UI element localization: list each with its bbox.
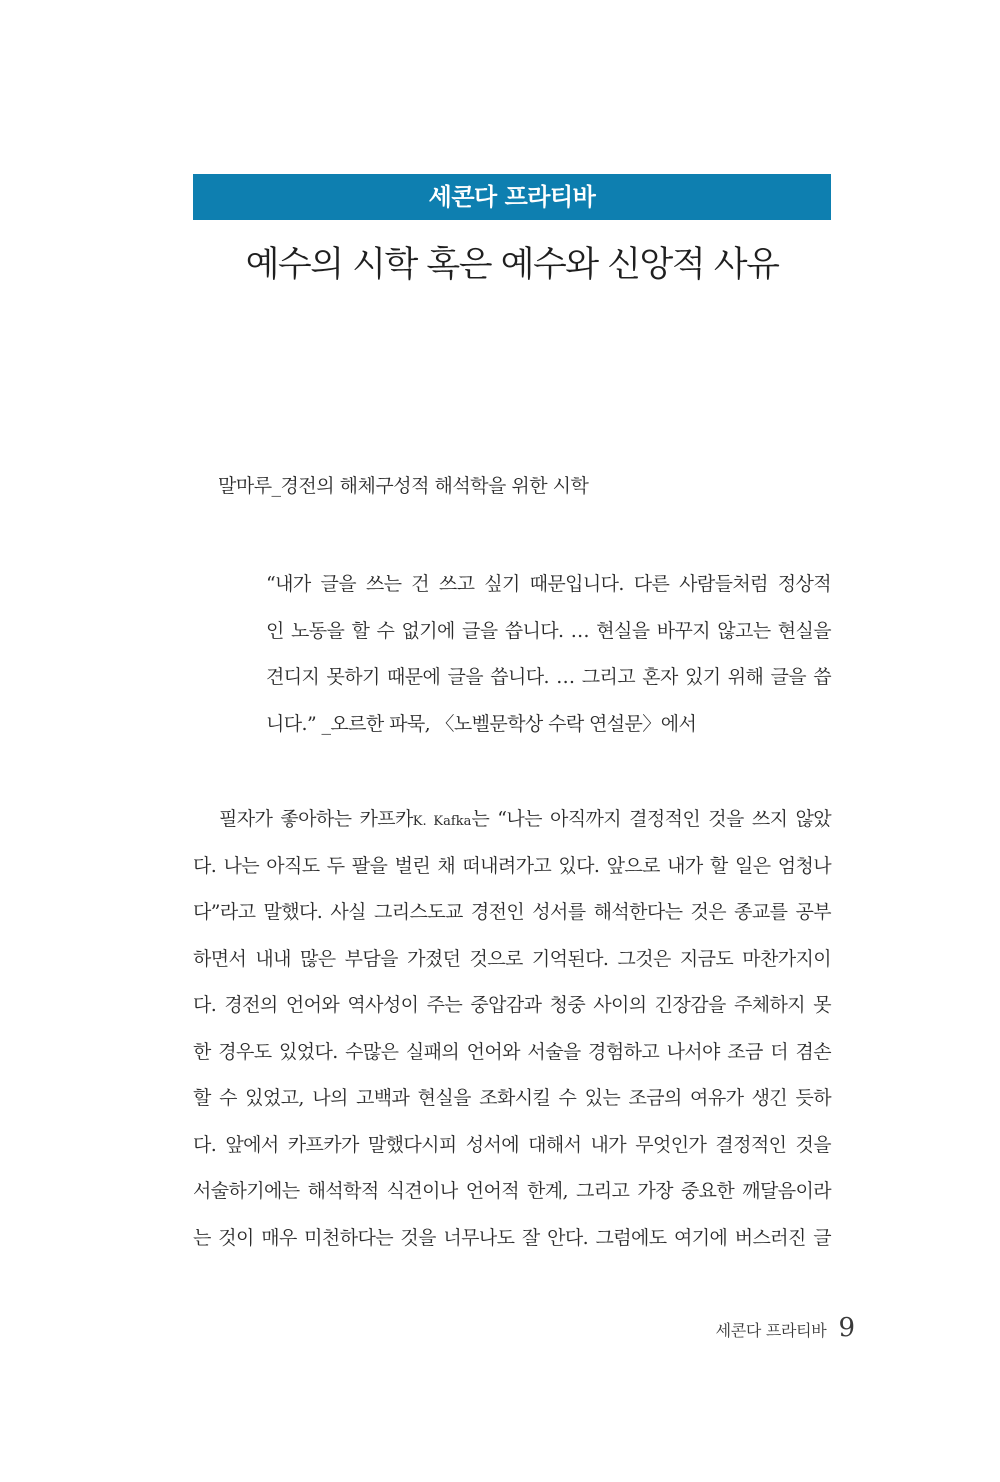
chapter-subtitle: 말마루_경전의 해체구성적 해석학을 위한 시학 (218, 475, 589, 497)
body-paragraph (193, 796, 831, 1261)
body-text-run: 필자가 좋아하는 카프카 (219, 808, 413, 830)
body-text-run: 는 “나는 아직까지 결정적인 것을 쓰지 않았 (471, 808, 831, 830)
quote-line: 견디지 못하기 때문에 글을 씁니다. … 그리고 혼자 있기 위해 글을 씁 (266, 666, 831, 688)
epigraph-quote (266, 561, 831, 747)
foreign-gloss: K. Kafka (412, 814, 472, 829)
quote-line: “내가 글을 쓰는 건 쓰고 싶기 때문입니다. 다른 사람들처럼 정상적 (266, 573, 831, 595)
chapter-title: 예수의 시학 혹은 예수와 신앙적 사유 (245, 245, 779, 285)
body-line: 서술하기에는 해석학적 식견이나 언어적 한계, 그리고 가장 중요한 깨달음이라 (193, 1180, 831, 1202)
body-line: 하면서 내내 많은 부담을 가졌던 것으로 기억된다. 그것은 지금도 마찬가지이 (193, 947, 831, 970)
body-line: 다”라고 말했다. 사실 그리스도교 경전인 성서를 해석한다는 것은 종교를 공부 (193, 901, 831, 923)
body-line: 다. 나는 아직도 두 팔을 벌린 채 떠내려가고 있다. 앞으로 내가 할 일은 엄청나 (193, 854, 831, 877)
page-number: 9 (838, 1313, 855, 1343)
body-line: 한 경우도 있었다. 수많은 실패의 언어와 서술을 경험하고 나서야 조금 더 겸손 (193, 1040, 831, 1063)
page-footer (716, 1313, 855, 1349)
quote-line: 인 노동을 할 수 없기에 글을 씁니다. … 현실을 바꾸지 않고는 현실을 (266, 619, 831, 642)
body-line: 는 것이 매우 미천하다는 것을 너무나도 잘 안다. 그럼에도 여기에 버스러진 글 (193, 1226, 831, 1249)
body-line-first (193, 796, 831, 843)
body-line: 다. 앞에서 카프카가 말했다시피 성서에 대해서 내가 무엇인가 결정적인 것을 (193, 1133, 831, 1156)
quote-line: 니다.” _오르한 파묵, 〈노벨문학상 수락 연설문〉에서 (266, 712, 697, 735)
body-line: 다. 경전의 언어와 역사성이 주는 중압감과 청중 사이의 긴장감을 주체하지 못 (193, 994, 831, 1016)
section-banner: 세콘다 프라티바 (193, 174, 831, 220)
running-footer-title: 세콘다 프라티바 (715, 1321, 827, 1340)
body-line: 할 수 있었고, 나의 고백과 현실을 조화시킬 수 있는 조금의 여유가 생긴 듯하 (193, 1087, 831, 1109)
